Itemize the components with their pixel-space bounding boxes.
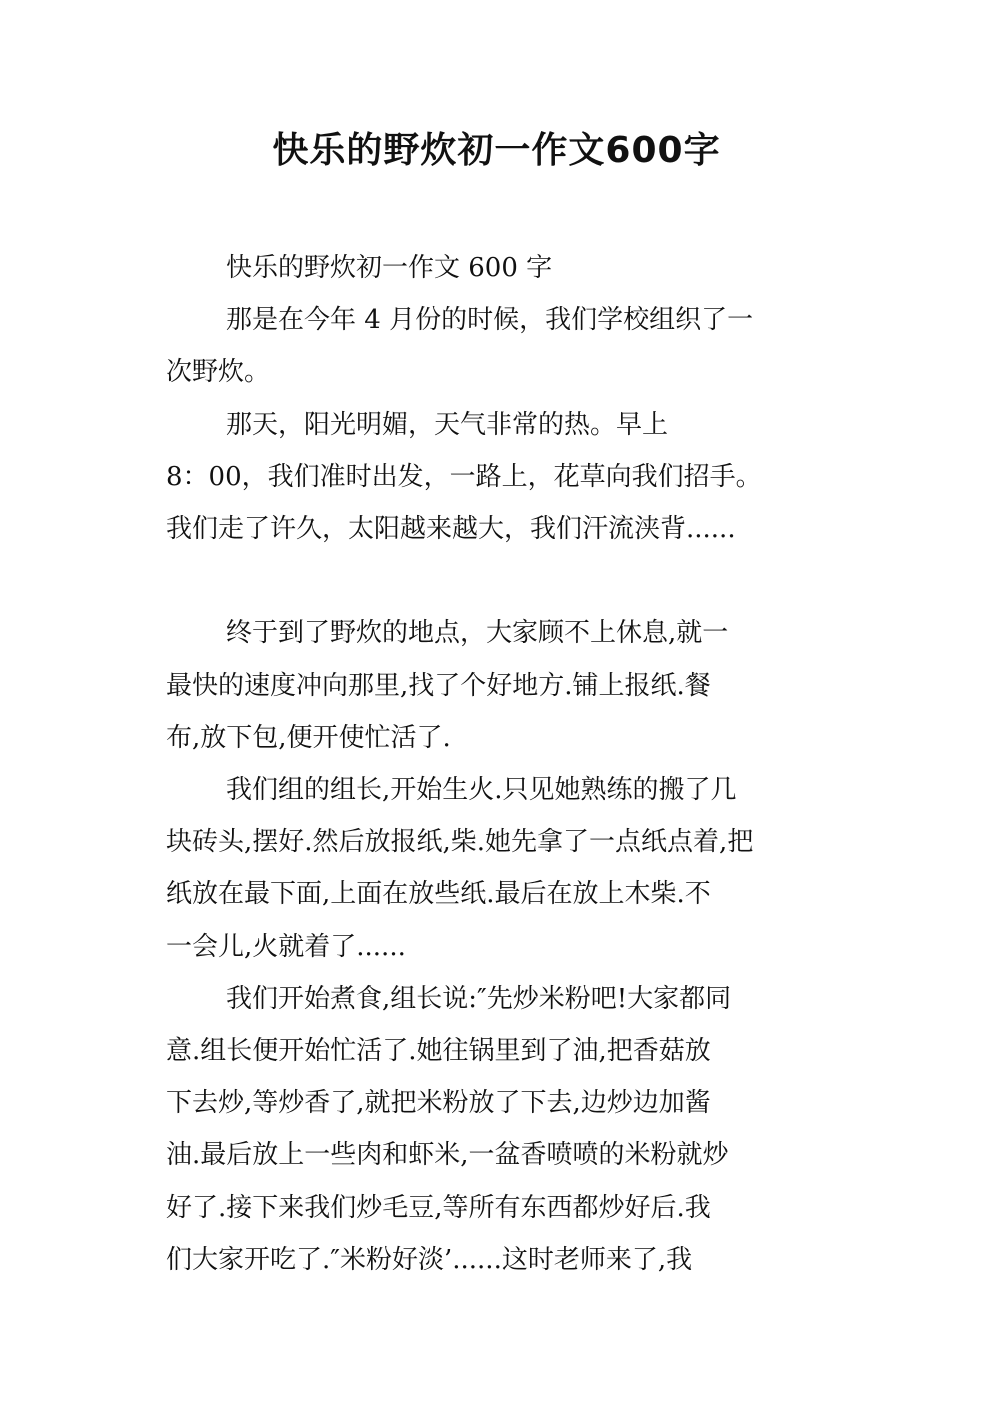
- paragraph-line: 好了.接下来我们炒毛豆,等所有东西都炒好后.我: [166, 1192, 711, 1223]
- paragraph-line: 终于到了野炊的地点，大家顾不上休息,就一: [226, 618, 729, 649]
- paragraph-line: 我们组的组长,开始生火.只见她熟练的搬了几: [226, 775, 737, 805]
- paragraph-line: 下去炒,等炒香了,就把米粉放了下去,边炒边加酱: [166, 1088, 711, 1119]
- paragraph-line: 我们走了许久，太阳越来越大，我们汗流浃背......: [166, 514, 736, 544]
- paragraph-line: 快乐的野炊初一作文 600 字: [226, 253, 553, 283]
- paragraph-line: 那天，阳光明媚，天气非常的热。早上: [226, 409, 669, 440]
- paragraph-line: 块砖头,摆好.然后放报纸,柴.她先拿了一点纸点着,把: [166, 827, 754, 858]
- paragraph-line: 最快的速度冲向那里,找了个好地方.铺上报纸.餐: [166, 670, 711, 701]
- paragraph-line: 次野炊。: [166, 357, 271, 388]
- paragraph-line: 我们开始煮食,组长说:″先炒米粉吧!大家都同: [226, 983, 732, 1014]
- paragraph-line: 们大家开吃了.″米粉好淡’......这时老师来了,我: [166, 1244, 693, 1275]
- paragraph-line: 那是在今年 4 月份的时候，我们学校组织了一: [226, 305, 754, 336]
- paragraph-line: 油.最后放上一些肉和虾米,一盆香喷喷的米粉就炒: [166, 1140, 729, 1171]
- paragraph-line: 意.组长便开始忙活了.她往锅里到了油,把香菇放: [166, 1036, 711, 1066]
- document-title: 快乐的野炊初一作文600字: [272, 130, 721, 171]
- paragraph-line: 一会儿,火就着了......: [166, 931, 406, 962]
- paragraph-line: 纸放在最下面,上面在放些纸.最后在放上木柴.不: [166, 879, 711, 910]
- paragraph-line: 布,放下包,便开使忙活了.: [166, 722, 451, 753]
- paragraph-line: 8：00，我们准时出发，一路上，花草向我们招手。: [166, 461, 762, 492]
